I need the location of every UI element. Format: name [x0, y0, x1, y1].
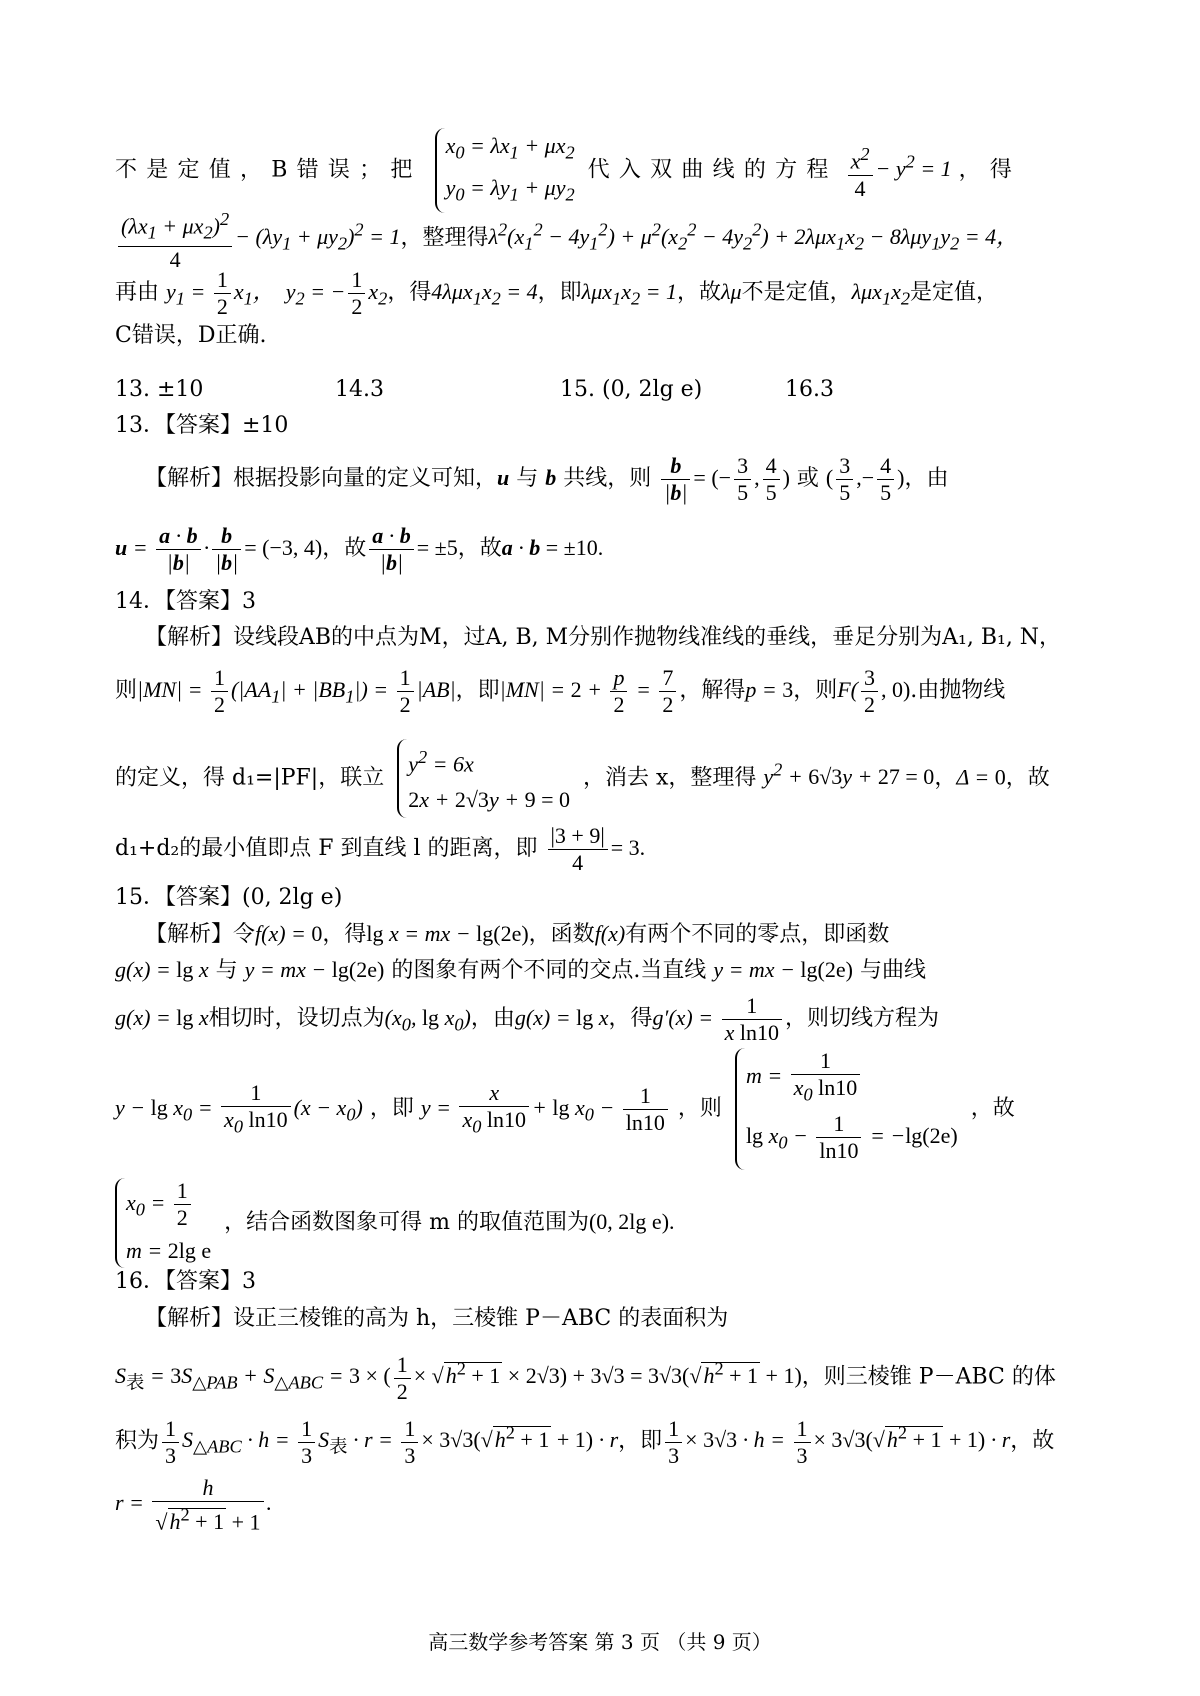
q15-text-e: 与 [215, 958, 238, 983]
paragraph-line-4 [115, 320, 1100, 352]
q16-text-b: ，则三棱锥 P－ABC 的体 [801, 1364, 1056, 1390]
q13-line-2 [115, 518, 1100, 579]
q13-text-e: ，由 [904, 466, 949, 491]
expr-lm: λμ [721, 279, 742, 304]
q15-line-2 [115, 954, 1100, 987]
q13-text-c: 共线，则 [563, 466, 652, 491]
parabola-line-system: $y^2 = 6x$ 2x + 2√3y + 9 = 0 [397, 739, 570, 818]
discriminant: Δ = 0 [956, 764, 1006, 790]
lg-equation: lg x = mx − lg(2e) [366, 921, 529, 946]
unit-vector-b: $\frac{b}{|b|}$ = (− $\frac{3}{5}$ , $\frac{4}{5}$ ) [658, 465, 790, 490]
q15-text-i: ，由 [470, 1006, 515, 1031]
dot-product-result: a · b = ±10. [501, 535, 604, 560]
q13-header: 13．【答案】±10 [115, 413, 289, 438]
q14-text-j: ，故 [1005, 765, 1050, 791]
q14-line-3 [115, 730, 1100, 818]
text-is-fixed: 是定值， [910, 280, 999, 305]
text-not-fixed-b-wrong: 不是定值，B错误；把 [115, 157, 422, 183]
q13-text-f: ，故 [322, 536, 367, 561]
vector-u: u [497, 465, 510, 490]
text-simplify: ，整理得 [400, 225, 489, 251]
q13-line-1 [145, 448, 1100, 509]
q13-text-a: 【解析】根据投影向量的定义可知， [145, 466, 498, 491]
q13-text-g: ，故 [457, 536, 502, 561]
q16-header: 16．【答案】3 [115, 1269, 256, 1294]
projection-scalar: $\frac{a \cdot b}{|b|}$ = ±5 [366, 535, 457, 560]
q15-line-4 [115, 1048, 1100, 1174]
text-c-wrong-d-right: C错误，D正确. [115, 323, 267, 348]
answer-13: 13. ±10 [115, 377, 204, 402]
answer-15: 15. (0, 2lg e) [560, 377, 703, 402]
text-again: 再由 [115, 280, 160, 305]
gx-def-3: g(x) = lg x [514, 1005, 609, 1030]
q14-line-1: 【解析】设线段AB的中点为M，过A, B, M分别作抛物线准线的垂线，垂足分别为A₁, B₁, N， [145, 625, 1062, 650]
q16-text-d: ，即 [618, 1428, 663, 1454]
solution-system: $x_0$ = $\frac{1}{2}$ m = 2lg e [115, 1178, 211, 1268]
q14-text-b: 则 [115, 678, 138, 703]
q15-line-5 [115, 1178, 1100, 1268]
q15-line-3 [115, 990, 1100, 1052]
text-therefore: ，故 [676, 280, 721, 305]
m-range: (0, 2lg e). [588, 1209, 675, 1235]
q16-line-4 [115, 1470, 1100, 1537]
q15-line-1 [145, 918, 1100, 951]
simplified-equation: $\lambda^2(x_1^2 - 4y_1^2) + \mu^2(x_2^2 - 4y_2^2) + 2\lambda\mu x_1x_2 - 8\lambda\mu y_1y_2 = 4$， [488, 220, 1019, 254]
text-substitute-hyperbola: 代入双曲线的方程 [587, 157, 838, 183]
q15-header: 15．【答案】(0, 2lg e) [115, 885, 343, 910]
q15-text-c: ，函数 [528, 922, 595, 947]
volume-formula: $\frac{1}{3}$ $S_{\triangle ABC} \cdot h$ = $\frac{1}{3}$ $S_表 \cdot r$ = $\frac{1}{3}$ × $3√3(√h^2 + 1 + 1) \cdot r$ [159, 1427, 618, 1452]
q15-text-a: 【解析】令 [145, 922, 256, 947]
q15-text-m: ，则 [677, 1096, 722, 1122]
fx: f(x) [594, 921, 626, 946]
q15-text-j: ，得 [608, 1006, 653, 1031]
eq-lmx1x2: $\lambda\mu x_1x_2 = 1$ [581, 279, 677, 309]
q16-text-e: ，故 [1010, 1428, 1055, 1454]
y1-relation: $y_1$ = $\frac{1}{2}$ $x_1$， $y_2$ = − $\frac{1}{2}$ $x_2$ [166, 267, 388, 320]
line-def: y = mx − lg(2e) [244, 957, 385, 982]
substitution-system: $x_0 = \lambda x_1 + \mu x_2$ $y_0 = \lambda y_1 + \mu y_2$ [435, 128, 575, 213]
expr-lmx1x2: $\lambda\mu x_1x_2$ [851, 279, 911, 309]
paragraph-line-3 [115, 262, 1100, 328]
q15-text-h: 相切时，设切点为 [208, 1006, 385, 1031]
q14-text-h: ，消去 x，整理得 [582, 765, 757, 791]
q13-text-b: 与 [516, 466, 539, 491]
derivative: g′(x) = $\frac{1}{\text{x ln10}}$ [653, 1005, 785, 1030]
projection-formula: u = $\frac{a \cdot b}{|b|}$ · $\frac{b}{|b|}$ = (−3, 4) [115, 523, 323, 576]
q14-text-d: ，解得 [679, 678, 746, 703]
focus-point: F( $\frac{3}{2}$ , 0) [837, 665, 911, 718]
q16-line-1: 【解析】设正三棱锥的高为 h，三棱锥 P－ABC 的表面积为 [145, 1306, 729, 1331]
answers-row [115, 377, 1065, 409]
q14-text-c: ，即 [455, 678, 500, 703]
q15-text-d: 有两个不同的零点，即函数 [625, 922, 890, 947]
q14-text-f: .由抛物线 [910, 678, 1006, 703]
volume-equation: $\frac{1}{3}$ × 3√3 · h = $\frac{1}{3}$ × $3√3(√h^2 + 1 + 1) \cdot r$ [662, 1427, 1010, 1452]
q14-text-k: d₁+d₂的最小值即点 F 到直线 l 的距离，即 [115, 836, 538, 861]
answer-16: 16.3 [785, 377, 834, 402]
q13-text-d: 或 [796, 466, 819, 491]
answer-14: 14.3 [335, 377, 384, 402]
expanded-equation: $\frac{(\lambda x_1 + \mu x_2)^2}{4}$ − $(\lambda y_1 + \mu y_2)^2 = 1$ [115, 224, 400, 249]
q15-text-b: ，得 [322, 922, 367, 947]
q14-text-g: 的定义，得 d₁=|PF|，联立 [115, 765, 385, 791]
text-not-fixed: 不是定值， [741, 280, 852, 305]
quadratic-y: $y^2 + 6√3y + 27 = 0$ [763, 760, 935, 790]
tangent-line-2: y = $\frac{x}{x_0 \ln 10}$ + $\lg x_0$ − $\frac{1}{\ln 10}$ [421, 1095, 671, 1120]
radius-result: r = $\frac{h}{√h^2 + 1 + 1}$ . [115, 1474, 273, 1535]
gx-def-2: g(x) = lg x [115, 1005, 209, 1030]
unit-vector-b-alt: ( $\frac{3}{5}$ ,− $\frac{4}{5}$ ) [825, 453, 905, 506]
q14-header: 14．【答案】3 [115, 589, 256, 614]
text-namely: ，即 [537, 280, 582, 305]
line-def-2: y = mx − lg(2e) [713, 957, 853, 982]
q16-line-3 [115, 1402, 1100, 1478]
p-value: p = 3 [745, 677, 794, 702]
q15-text-l: ，即 [369, 1096, 414, 1122]
eq-4lmx1x2: $4\lambda\mu x_1x_2 = 4$ [431, 279, 538, 309]
q15-text-k: ，则切线方程为 [784, 1006, 939, 1031]
q14-text-i: ， [934, 765, 957, 791]
tangent-point: ($x_0$, $\lg x_0$) [384, 1005, 471, 1035]
midline-formula: |MN| = $\frac{1}{2}$ $(|AA_1| + |BB_1|)$ = $\frac{1}{2}$ |AB| [137, 665, 456, 718]
distance-result: $\frac{|3 + 9|}{4}$ = 3. [545, 835, 646, 860]
q16-text-c: 积为 [115, 1428, 160, 1454]
text-get-2: ，得 [387, 280, 432, 305]
hyperbola-equation: $\frac{x^2}{4}$ − $y^2 = 1$ [845, 156, 952, 181]
tangent-system: m = $\frac{1}{x_0 \ln 10}$ $\lg x_0$ − $\frac{1}{\ln 10}$ = −lg(2e) [735, 1048, 958, 1170]
q14-line-2 [115, 660, 1100, 726]
vector-b: b [545, 465, 557, 490]
q15-text-f: 的图象有两个不同的交点.当直线 [391, 958, 707, 983]
fx-zero: f(x) = 0 [255, 921, 323, 946]
mn-value: |MN| = 2 + $\frac{p}{2}$ = $\frac{7}{2}$ [500, 677, 680, 702]
tangent-line: $y - \lg x_0$ = $\frac{1}{x_0 \ln 10}$ $(x - x_0)$ [115, 1080, 363, 1137]
q14-text-e: ，则 [793, 678, 838, 703]
gx-def: g(x) = lg x [115, 957, 209, 982]
q15-text-o: ，结合函数图象可得 m 的取值范围为 [224, 1210, 589, 1236]
q15-text-n: ，故 [970, 1096, 1015, 1122]
page-footer: 高三数学参考答案 第 3 页 （共 9 页） [428, 1630, 772, 1654]
surface-area-formula: $S_表 = 3S_{\triangle PAB} + S_{\triangle ABC} = 3$ × ( $\frac{1}{2}$ × $√h^2 + 1 \times 2√3) + 3√3 = 3√3(√h^2 + 1 + 1)$ [115, 1351, 802, 1404]
text-get: ，得 [958, 157, 1022, 183]
q14-line-4 [115, 818, 1100, 879]
q15-text-g: 与曲线 [859, 958, 926, 983]
